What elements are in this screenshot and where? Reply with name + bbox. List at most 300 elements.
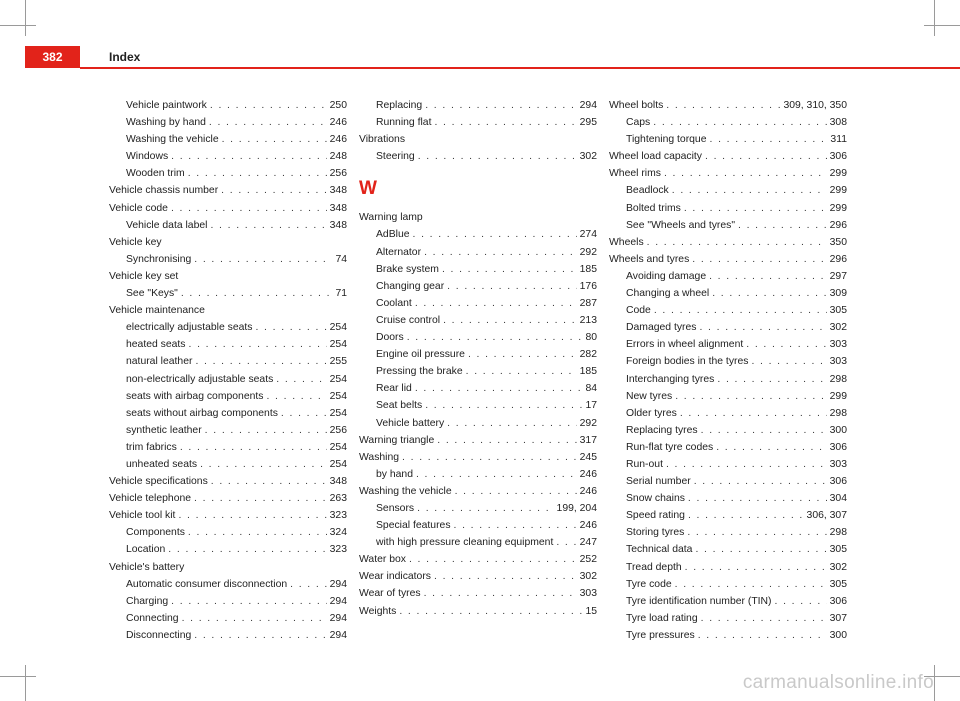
dot-leader	[171, 200, 327, 217]
dot-leader	[672, 182, 827, 199]
page-title: Index	[109, 50, 141, 64]
section-letter: W	[359, 178, 377, 200]
entry-text: synthetic leather	[126, 424, 202, 436]
dot-leader	[210, 217, 326, 234]
page-reference: 298	[829, 373, 847, 385]
dot-leader	[666, 97, 780, 114]
page-reference: 323	[329, 510, 347, 522]
index-entry	[359, 483, 597, 500]
crop-mark	[25, 665, 26, 701]
page-reference: 306	[829, 476, 847, 488]
page-reference: 80	[585, 332, 597, 344]
entry-text: Warning triangle	[359, 434, 435, 446]
entry-text: Brake system	[376, 263, 439, 275]
entry-text: Special features	[376, 520, 451, 532]
index-subentry	[109, 593, 347, 610]
index-column-1	[109, 97, 347, 644]
dot-leader	[209, 114, 327, 131]
entry-text: seats without airbag components	[126, 407, 278, 419]
index-entry	[359, 209, 597, 226]
page-reference: 176	[579, 280, 597, 292]
dot-leader	[434, 114, 576, 131]
page-reference: 292	[579, 246, 597, 258]
entry-text: Doors	[376, 332, 404, 344]
dot-leader	[418, 148, 577, 165]
entry-text: Errors in wheel alignment	[626, 339, 744, 351]
index-subentry	[609, 473, 847, 490]
page-reference: 84	[585, 383, 597, 395]
crop-mark	[0, 676, 36, 677]
page-reference: 15	[585, 605, 597, 617]
crop-mark	[25, 0, 26, 36]
index-subentry	[609, 371, 847, 388]
page-reference: 294	[329, 629, 347, 641]
dot-leader	[709, 268, 827, 285]
index-entry	[109, 473, 347, 490]
dot-leader	[692, 251, 826, 268]
index-subentry	[109, 524, 347, 541]
index-entry	[109, 268, 347, 285]
index-entry	[359, 432, 597, 449]
dot-leader	[266, 388, 326, 405]
dot-leader	[675, 576, 827, 593]
entry-text: Run-out	[626, 458, 663, 470]
entry-text: Windows	[126, 151, 169, 163]
entry-text: Tightening torque	[626, 134, 707, 146]
dot-leader	[694, 473, 827, 490]
page-reference: 348	[329, 185, 347, 197]
page-reference: 282	[579, 349, 597, 361]
entry-text: Snow chains	[626, 493, 685, 505]
page-reference: 254	[329, 322, 347, 334]
page-reference: 185	[579, 263, 597, 275]
page-reference: 303	[829, 356, 847, 368]
page-reference: 303	[829, 458, 847, 470]
dot-leader	[407, 329, 583, 346]
index-subentry	[609, 217, 847, 234]
dot-leader	[437, 432, 576, 449]
entry-text: Cruise control	[376, 314, 441, 326]
dot-leader	[687, 524, 826, 541]
index-subentry	[609, 559, 847, 576]
entry-text: Run-flat tyre codes	[626, 441, 714, 453]
page-reference: 296	[829, 253, 847, 265]
entry-text: Warning lamp	[359, 212, 423, 224]
index-subentry	[359, 380, 597, 397]
dot-leader	[556, 534, 576, 551]
dot-leader	[699, 319, 826, 336]
page-reference: 254	[329, 390, 347, 402]
index-subentry	[359, 148, 597, 165]
entry-text: Vibrations	[359, 134, 406, 146]
dot-leader	[417, 500, 553, 517]
dot-leader	[716, 439, 826, 456]
dot-leader	[425, 397, 582, 414]
index-subentry	[109, 439, 347, 456]
page-reference: 252	[579, 554, 597, 566]
page-reference: 305	[829, 305, 847, 317]
entry-text: Wheel bolts	[609, 100, 664, 111]
index-subentry	[359, 244, 597, 261]
dot-leader	[654, 302, 827, 319]
index-subentry	[109, 285, 347, 302]
page-reference: 306	[829, 441, 847, 453]
index-subentry	[609, 200, 847, 217]
entry-text: Wheels	[609, 236, 644, 248]
dot-leader	[415, 380, 583, 397]
dot-leader	[738, 217, 827, 234]
page-reference: 254	[329, 339, 347, 351]
index-subentry	[359, 114, 597, 131]
entry-text: Tyre code	[626, 578, 672, 590]
dot-leader	[466, 363, 577, 380]
index-subentry	[109, 610, 347, 627]
index-subentry	[359, 278, 597, 295]
entry-text: Tyre pressures	[626, 629, 695, 641]
page-reference: 323	[329, 544, 347, 556]
entry-text: Alternator	[376, 246, 422, 258]
index-subentry	[609, 114, 847, 131]
page-reference: 199, 204	[556, 502, 597, 514]
entry-text: Washing the vehicle	[126, 134, 219, 146]
index-subentry	[359, 534, 597, 551]
dot-leader	[680, 405, 827, 422]
index-subentry	[109, 353, 347, 370]
entry-text: See "Wheels and tyres"	[626, 219, 736, 231]
index-subentry	[359, 517, 597, 534]
entry-text: natural leather	[126, 356, 193, 368]
entry-text: Speed rating	[626, 510, 685, 522]
entry-text: Vehicle battery	[376, 417, 445, 429]
dot-leader	[195, 353, 326, 370]
index-subentry	[609, 388, 847, 405]
dot-leader	[705, 148, 827, 165]
page-reference: 74	[335, 253, 347, 265]
entry-text: Disconnecting	[126, 629, 192, 641]
dot-leader	[425, 97, 576, 114]
index-subentry	[109, 97, 347, 114]
index-subentry	[109, 217, 347, 234]
entry-text: Wear indicators	[359, 571, 431, 583]
entry-text: Replacing	[376, 100, 423, 111]
index-subentry	[609, 576, 847, 593]
page-reference: 294	[579, 100, 597, 111]
index-subentry	[359, 466, 597, 483]
page-reference: 303	[579, 588, 597, 600]
index-entry	[609, 148, 847, 165]
entry-text: Vehicle paintwork	[126, 100, 207, 111]
dot-leader	[712, 285, 826, 302]
crop-mark	[924, 25, 960, 26]
page-reference: 246	[329, 117, 347, 129]
page-reference: 348	[329, 476, 347, 488]
index-subentry	[109, 251, 347, 268]
index-entry	[109, 490, 347, 507]
entry-text: Changing a wheel	[626, 288, 710, 300]
index-subentry	[609, 302, 847, 319]
page-reference: 348	[329, 219, 347, 231]
index-subentry	[359, 226, 597, 243]
index-subentry	[109, 388, 347, 405]
entry-text: electrically adjustable seats	[126, 322, 253, 334]
entry-text: New tyres	[626, 390, 673, 402]
page-reference: 297	[829, 270, 847, 282]
entry-text: Technical data	[626, 544, 693, 556]
index-subentry	[359, 397, 597, 414]
index-subentry	[109, 405, 347, 422]
page-reference: 294	[329, 612, 347, 624]
page-reference: 213	[579, 314, 597, 326]
index-subentry	[359, 363, 597, 380]
entry-text: Synchronising	[126, 253, 192, 265]
dot-leader	[194, 490, 327, 507]
dot-leader	[182, 610, 327, 627]
header-rule	[80, 67, 960, 69]
entry-text: Interchanging tyres	[626, 373, 715, 385]
index-entry	[359, 449, 597, 466]
entry-text: Wear of tyres	[359, 588, 421, 600]
page-reference: 255	[329, 356, 347, 368]
page-reference: 311	[830, 134, 847, 146]
index-subentry	[609, 627, 847, 644]
index-subentry	[359, 261, 597, 278]
index-subentry	[609, 439, 847, 456]
page-reference: 298	[829, 407, 847, 419]
index-subentry	[609, 610, 847, 627]
page-reference: 245	[579, 451, 597, 463]
entry-text: Vehicle tool kit	[109, 510, 176, 522]
page-reference: 294	[329, 578, 347, 590]
entry-text: Vehicle chassis number	[109, 185, 219, 197]
entry-text: by hand	[376, 468, 413, 480]
dot-leader	[447, 278, 576, 295]
dot-leader	[171, 148, 327, 165]
index-subentry	[109, 371, 347, 388]
page-reference: 300	[829, 424, 847, 436]
dot-leader	[194, 251, 332, 268]
dot-leader	[194, 627, 326, 644]
entry-text: Washing	[359, 451, 400, 463]
dot-leader	[685, 559, 827, 576]
dot-leader	[434, 568, 577, 585]
entry-text: heated seats	[126, 339, 186, 351]
entry-text: Seat belts	[376, 400, 423, 412]
entry-text: Vehicle specifications	[109, 476, 208, 488]
dot-leader	[255, 319, 326, 336]
index-subentry	[359, 97, 597, 114]
index-subentry	[109, 627, 347, 644]
entry-text: Wheels and tyres	[609, 253, 690, 265]
entry-text: Automatic consumer disconnection	[126, 578, 288, 590]
entry-text: Avoiding damage	[626, 270, 707, 282]
index-subentry	[609, 182, 847, 199]
index-entry	[609, 234, 847, 251]
dot-leader	[402, 449, 577, 466]
dot-leader	[454, 517, 577, 534]
entry-text: Wheel rims	[609, 168, 661, 180]
entry-text: Water box	[359, 554, 406, 566]
dot-leader	[468, 346, 577, 363]
page-reference: 246	[579, 468, 597, 480]
page-reference: 71	[335, 288, 347, 300]
index-subentry	[609, 405, 847, 422]
dot-leader	[688, 507, 804, 524]
index-subentry	[109, 456, 347, 473]
page-reference: 302	[579, 571, 597, 583]
dot-leader	[200, 456, 327, 473]
index-subentry	[359, 415, 597, 432]
entry-text: Bolted trims	[626, 202, 681, 214]
dot-leader	[424, 585, 577, 602]
page-reference: 299	[829, 202, 847, 214]
page-number: 382	[25, 46, 80, 68]
dot-leader	[684, 200, 827, 217]
index-subentry	[609, 490, 847, 507]
dot-leader	[178, 507, 326, 524]
dot-leader	[290, 576, 327, 593]
index-subentry	[609, 268, 847, 285]
page-reference: 308	[829, 117, 847, 129]
index-subentry	[609, 524, 847, 541]
dot-leader	[666, 456, 827, 473]
entry-text: Wheel load capacity	[609, 151, 702, 163]
dot-leader	[653, 114, 826, 131]
dot-leader	[205, 422, 327, 439]
dot-leader	[701, 610, 827, 627]
index-subentry	[109, 148, 347, 165]
page-reference: 317	[579, 434, 597, 446]
dot-leader	[710, 131, 828, 148]
dot-leader	[416, 466, 577, 483]
index-subentry	[609, 541, 847, 558]
entry-text: Pressing the brake	[376, 366, 463, 378]
page-reference: 256	[329, 168, 347, 180]
entry-text: Tyre identification number (TIN)	[626, 595, 772, 607]
page-reference: 274	[579, 229, 597, 241]
index-subentry	[609, 507, 847, 524]
entry-text: Foreign bodies in the tyres	[626, 356, 749, 368]
index-subentry	[359, 329, 597, 346]
entry-text: Vehicle key set	[109, 270, 179, 282]
entry-text: Vehicle's battery	[109, 561, 185, 573]
page-reference: 298	[829, 527, 847, 539]
entry-text: Code	[626, 305, 651, 317]
page-reference: 254	[329, 373, 347, 385]
page-reference: 305	[829, 544, 847, 556]
index-entry	[609, 97, 847, 114]
index-entry	[609, 251, 847, 268]
index-subentry	[359, 346, 597, 363]
index-entry	[359, 585, 597, 602]
dot-leader	[221, 182, 326, 199]
dot-leader	[447, 415, 576, 432]
entry-text: Tread depth	[626, 561, 682, 573]
entry-text: Serial number	[626, 476, 691, 488]
watermark: carmanualsonline.info	[742, 672, 934, 693]
dot-leader	[701, 422, 827, 439]
page-reference: 250	[329, 100, 347, 111]
index-subentry	[609, 353, 847, 370]
dot-leader	[188, 524, 327, 541]
entry-text: Storing tyres	[626, 527, 685, 539]
entry-text: Vehicle telephone	[109, 493, 192, 505]
page-reference: 299	[829, 185, 847, 197]
page-reference: 350	[829, 236, 847, 248]
page-reference: 302	[829, 322, 847, 334]
page-reference: 295	[579, 117, 597, 129]
index-subentry	[609, 285, 847, 302]
index-entry	[609, 165, 847, 182]
index-subentry	[359, 312, 597, 329]
page-reference: 256	[329, 424, 347, 436]
page-reference: 296	[829, 219, 847, 231]
dot-leader	[210, 97, 327, 114]
entry-text: Older tyres	[626, 407, 677, 419]
page-reference: 299	[829, 168, 847, 180]
page-reference: 254	[329, 407, 347, 419]
entry-text: Location	[126, 544, 166, 556]
index-subentry	[109, 114, 347, 131]
index-subentry	[359, 500, 597, 517]
dot-leader	[751, 353, 826, 370]
dot-leader	[675, 388, 826, 405]
index-subentry	[109, 165, 347, 182]
entry-text: Connecting	[126, 612, 179, 624]
dot-leader	[443, 312, 577, 329]
page-reference: 246	[329, 134, 347, 146]
page-reference: 305	[829, 578, 847, 590]
page-reference: 248	[329, 151, 347, 163]
crop-mark	[0, 25, 36, 26]
entry-text: Vehicle maintenance	[109, 305, 205, 317]
entry-text: AdBlue	[376, 229, 410, 241]
page-reference: 324	[329, 527, 347, 539]
entry-text: Charging	[126, 595, 169, 607]
index-entry	[109, 200, 347, 217]
index-subentry	[109, 131, 347, 148]
entry-text: Caps	[626, 117, 651, 129]
index-subentry	[609, 456, 847, 473]
page-reference: 302	[579, 151, 597, 163]
entry-text: Steering	[376, 151, 415, 163]
dot-leader	[180, 439, 327, 456]
index-entry	[109, 507, 347, 524]
page-reference: 309	[829, 288, 847, 300]
dot-leader	[695, 541, 826, 558]
entry-text: Running flat	[376, 117, 432, 129]
entry-text: with high pressure cleaning equipment	[376, 537, 554, 549]
entry-text: non-electrically adjustable seats	[126, 373, 274, 385]
page-reference: 307	[829, 612, 847, 624]
page-reference: 303	[829, 339, 847, 351]
index-subentry	[109, 541, 347, 558]
dot-leader	[688, 490, 827, 507]
entry-text: trim fabrics	[126, 441, 177, 453]
entry-text: Beadlock	[626, 185, 669, 197]
page-reference: 17	[585, 400, 597, 412]
entry-text: Sensors	[376, 502, 415, 514]
index-entry	[109, 302, 347, 319]
page-reference: 300	[829, 629, 847, 641]
dot-leader	[415, 295, 577, 312]
dot-leader	[647, 234, 827, 251]
page-reference: 246	[579, 520, 597, 532]
page-reference: 306, 307	[806, 510, 847, 522]
page-reference: 302	[829, 561, 847, 573]
page-reference: 299	[829, 390, 847, 402]
page-reference: 254	[329, 458, 347, 470]
index-subentry	[609, 336, 847, 353]
